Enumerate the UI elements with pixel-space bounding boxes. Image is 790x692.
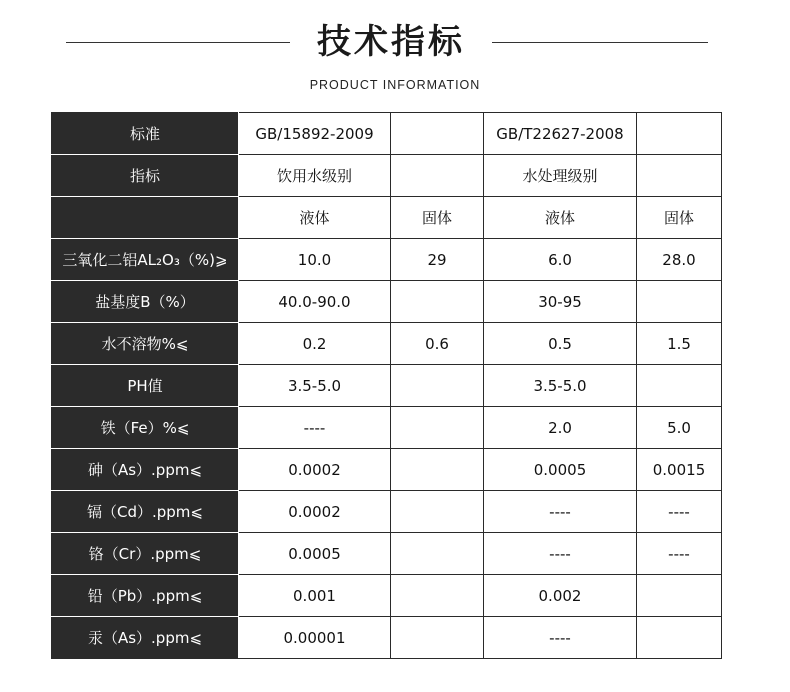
table-cell: 0.00001 [239, 617, 391, 659]
table-row [52, 155, 722, 197]
row-label: 砷（As）.ppm⩽ [52, 449, 239, 491]
table-row [52, 365, 722, 407]
table-cell: ---- [239, 407, 391, 449]
row-label: 铅（Pb）.ppm⩽ [52, 575, 239, 617]
table-cell: 液体 [239, 197, 391, 239]
table-cell [637, 113, 722, 155]
table-cell: ---- [637, 533, 722, 575]
table-cell: 固体 [637, 197, 722, 239]
table-row [52, 491, 722, 533]
table-cell [637, 155, 722, 197]
table-cell [391, 113, 484, 155]
row-label: 水不溶物%⩽ [52, 323, 239, 365]
table-row [52, 239, 722, 281]
table-cell: 1.5 [637, 323, 722, 365]
table-cell [391, 533, 484, 575]
row-label: 指标 [52, 155, 239, 197]
page-title: 技术指标 [317, 22, 465, 62]
row-label: PH值 [52, 365, 239, 407]
spec-table-body [52, 113, 722, 659]
table-row [52, 449, 722, 491]
table-cell [637, 617, 722, 659]
table-cell: 0.001 [239, 575, 391, 617]
table-cell: 0.0002 [239, 491, 391, 533]
table-row [52, 617, 722, 659]
table-row [52, 575, 722, 617]
table-cell: 0.0002 [239, 449, 391, 491]
table-cell: 3.5-5.0 [484, 365, 637, 407]
table-cell [391, 155, 484, 197]
table-cell [391, 281, 484, 323]
table-cell: ---- [484, 617, 637, 659]
table-cell: 水处理级别 [484, 155, 637, 197]
table-cell: 0.0005 [239, 533, 391, 575]
table-cell: 28.0 [637, 239, 722, 281]
table-cell: 0.0015 [637, 449, 722, 491]
table-cell: 饮用水级别 [239, 155, 391, 197]
table-cell [391, 449, 484, 491]
row-label: 盐基度B（%） [52, 281, 239, 323]
row-label: 标准 [52, 113, 239, 155]
table-cell: 6.0 [484, 239, 637, 281]
table-cell: 0.0005 [484, 449, 637, 491]
table-cell: 3.5-5.0 [239, 365, 391, 407]
table-cell: GB/15892-2009 [239, 113, 391, 155]
table-cell: 固体 [391, 197, 484, 239]
table-row [52, 113, 722, 155]
table-cell: 5.0 [637, 407, 722, 449]
table-row [52, 407, 722, 449]
table-cell: 30-95 [484, 281, 637, 323]
spec-table [51, 112, 722, 659]
table-cell: 29 [391, 239, 484, 281]
header [0, 0, 790, 100]
title-rule-left [66, 42, 290, 43]
table-row [52, 281, 722, 323]
table-cell [637, 365, 722, 407]
table-cell: ---- [637, 491, 722, 533]
table-row [52, 533, 722, 575]
title-rule-right [492, 42, 708, 43]
row-label: 铁（Fe）%⩽ [52, 407, 239, 449]
table-cell: GB/T22627-2008 [484, 113, 637, 155]
table-cell: 0.6 [391, 323, 484, 365]
table-cell: 0.5 [484, 323, 637, 365]
table-cell: 2.0 [484, 407, 637, 449]
page-subtitle: PRODUCT INFORMATION [309, 78, 481, 92]
row-label [52, 197, 239, 239]
table-cell [391, 617, 484, 659]
table-cell: ---- [484, 491, 637, 533]
table-cell: 0.2 [239, 323, 391, 365]
table-row [52, 323, 722, 365]
row-label: 汞（As）.ppm⩽ [52, 617, 239, 659]
table-cell: 液体 [484, 197, 637, 239]
table-cell: 10.0 [239, 239, 391, 281]
table-cell [637, 575, 722, 617]
row-label: 三氧化二铝AL₂O₃（%)⩾ [52, 239, 239, 281]
table-cell [637, 281, 722, 323]
table-cell: 0.002 [484, 575, 637, 617]
table-cell [391, 365, 484, 407]
table-row [52, 197, 722, 239]
row-label: 铬（Cr）.ppm⩽ [52, 533, 239, 575]
table-cell: 40.0-90.0 [239, 281, 391, 323]
table-cell [391, 575, 484, 617]
table-cell [391, 407, 484, 449]
table-cell [391, 491, 484, 533]
row-label: 镉（Cd）.ppm⩽ [52, 491, 239, 533]
table-cell: ---- [484, 533, 637, 575]
